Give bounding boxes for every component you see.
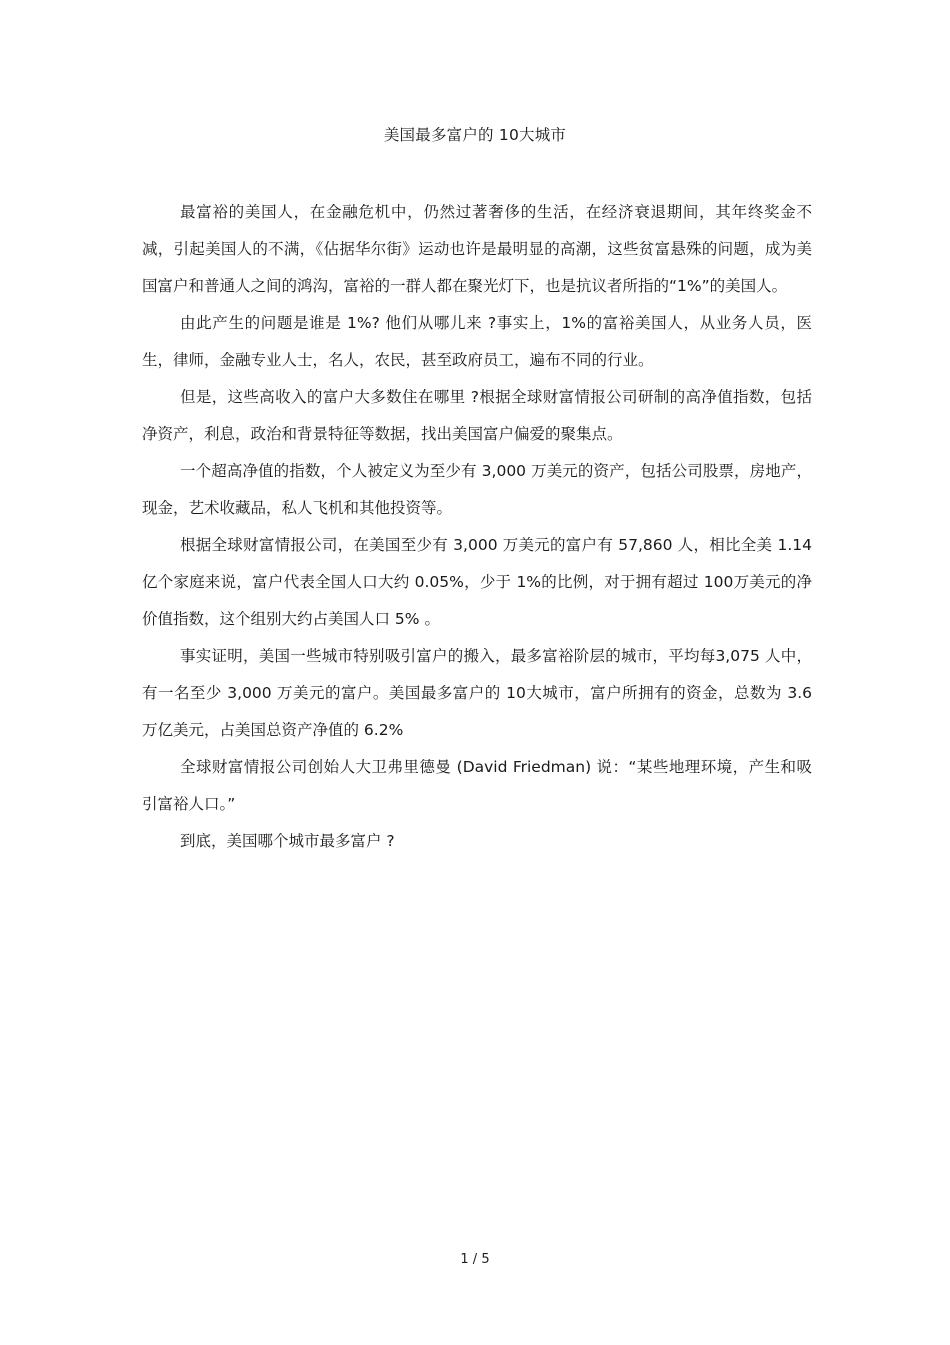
paragraph-6: 事实证明，美国一些城市特别吸引富户的搬入，最多富裕阶层的城市，平均每3,075 人中，有一名至少 3,000 万美元的富户。美国最多富户的 10大城市，富户所拥有的资金，总数为 3.6 万亿美元，占美国总资产净值的 6.2% — [142, 647, 812, 739]
paragraph-1: 最富裕的美国人，在金融危机中，仍然过著奢侈的生活，在经济衰退期间，其年终奖金不减，引起美国人的不满，《佔据华尔街》运动也许是最明显的高潮，这些贫富悬殊的问题，成为美国富户和普通人之间的鸿沟，富裕的一群人都在聚光灯下，也是抗议者所指的“1%”的美国人。 — [142, 203, 812, 295]
paragraph-3: 但是，这些高收入的富户大多数住在哪里 ?根据全球财富情报公司研制的高净值指数，包括净资产，利息，政治和背景特征等数据，找出美国富户偏爱的聚集点。 — [142, 388, 812, 443]
paragraph-2: 由此产生的问题是谁是 1%? 他们从哪儿来 ?事实上，1%的富裕美国人，从业务人员，医生，律师，金融专业人士，名人，农民，甚至政府员工，遍布不同的行业。 — [142, 314, 812, 369]
document-body — [142, 194, 812, 860]
paragraph-8: 到底，美国哪个城市最多富户 ? — [180, 832, 395, 850]
document-title: 美国最多富户的 10大城市 — [383, 126, 567, 144]
paragraph-5: 根据全球财富情报公司，在美国至少有 3,000 万美元的富户有 57,860 人，相比全美 1.14 亿个家庭来说，富户代表全国人口大约 0.05%，少于 1%的比例，对于拥有超过 100万美元的净价值指数，这个组别大约占美国人口 5% 。 — [142, 536, 812, 628]
paragraph-4: 一个超高净值的指数，个人被定义为至少有 3,000 万美元的资产，包括公司股票，房地产，现金，艺术收藏品，私人飞机和其他投资等。 — [142, 462, 812, 517]
page-number: 1 / 5 — [460, 1252, 490, 1267]
paragraph-7: 全球财富情报公司创始人大卫弗里德曼 (David Friedman) 说：“某些地理环境，产生和吸引富裕人口。” — [142, 758, 812, 813]
